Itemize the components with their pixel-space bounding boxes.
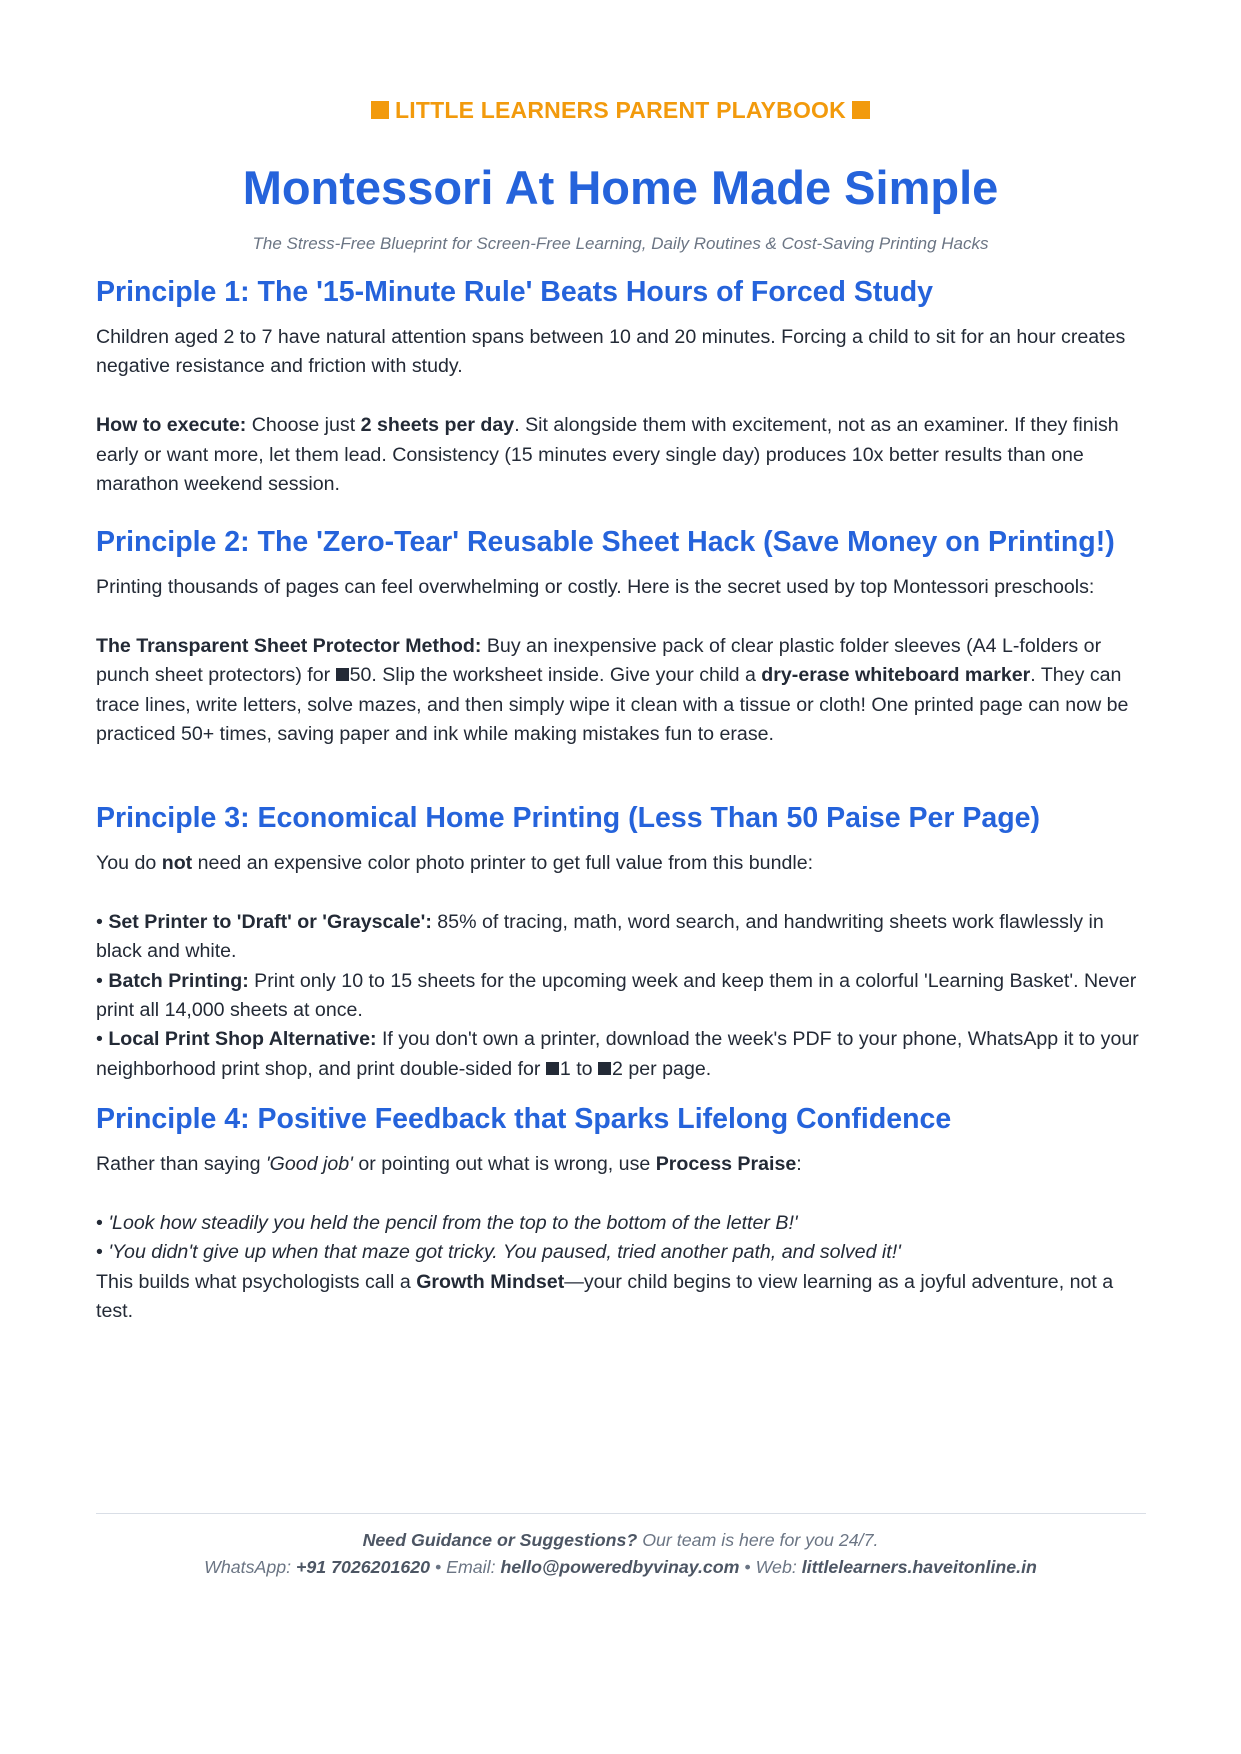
- item-label: Local Print Shop Alternative:: [108, 1028, 377, 1051]
- intro-colon: :: [796, 1153, 802, 1175]
- praise-quote: 'You didn't give up when that maze got tricky. You paused, tried another path, and solved it!': [108, 1241, 901, 1264]
- list-item-print-shop: [96, 1025, 1150, 1084]
- method-text-2: . Slip the worksheet inside. Give your child a: [371, 664, 762, 687]
- item-label: Batch Printing:: [108, 969, 249, 992]
- footer-guidance: [0, 1530, 1241, 1551]
- principle-2-section: [96, 521, 1150, 749]
- intro-text: You do: [96, 852, 162, 874]
- square-bullet-icon: [371, 101, 389, 119]
- item-text-rest: per page.: [622, 1057, 712, 1080]
- currency-glyph-icon: [598, 1062, 611, 1075]
- closing-emphasis: Growth Mindset: [416, 1270, 565, 1293]
- bullet: •: [96, 969, 109, 992]
- intro-text-rest: need an expensive color photo printer to get full value from this bundle:: [192, 852, 814, 874]
- bullet: •: [96, 1028, 109, 1051]
- closing-text-rest: —your child begins to view learning as a joyful adventure, not a test.: [96, 1270, 1114, 1323]
- page-title: Montessori At Home Made Simple: [242, 161, 999, 214]
- bullet: •: [96, 1241, 109, 1264]
- guidance-label: Need Guidance or Suggestions?: [362, 1530, 638, 1550]
- method-text-3: . They can trace lines, write letters, solve mazes, and then simply wipe it clean with a tissue or cloth! One printed page can now be practiced 50+ times, saving paper and ink while making mistakes fun to erase.: [96, 664, 1129, 746]
- currency-glyph-icon: [546, 1062, 559, 1075]
- method-text: Buy an inexpensive pack of clear plastic folder sleeves (A4 L-folders or punch sheet protectors) for: [96, 634, 1102, 687]
- footer-divider: [96, 1513, 1146, 1514]
- list-item-batch-printing: [96, 967, 1150, 1026]
- item-text: 85% of tracing, math, word search, and handwriting sheets work flawlessly in black and white.: [96, 910, 1104, 963]
- web-label: • Web:: [739, 1557, 802, 1577]
- whatsapp-label: WhatsApp:: [204, 1557, 297, 1577]
- square-bullet-icon: [852, 101, 870, 119]
- praise-quote: 'Look how steadily you held the pencil from the top to the bottom of the letter B!': [108, 1211, 798, 1234]
- method-label: The Transparent Sheet Protector Method:: [96, 634, 482, 657]
- praise-example-1: [96, 1209, 1150, 1238]
- intro-text: Rather than saying: [96, 1153, 266, 1175]
- website-link[interactable]: littlelearners.haveitonline.in: [801, 1557, 1037, 1577]
- method-emphasis: dry-erase whiteboard marker: [761, 664, 1031, 687]
- kicker-text: LITTLE LEARNERS PARENT PLAYBOOK: [395, 97, 846, 123]
- intro-emphasis: not: [161, 852, 193, 874]
- how-text-rest: . Sit alongside them with excitement, not as an examiner. If they finish early or want more, let them lead. Consistency (15 minutes every single day) produces 10x better results than one marathon weekend session.: [96, 414, 1119, 496]
- principle-2-intro: Printing thousands of pages can feel overwhelming or costly. Here is the secret used by top Montessori preschools:: [96, 576, 1095, 598]
- principle-2-method: [96, 632, 1150, 750]
- principle-1-intro: Children aged 2 to 7 have natural attention spans between 10 and 20 minutes. Forcing a child to sit for an hour creates negative resistance and friction with study.: [96, 326, 1126, 378]
- principle-4-section: [96, 1098, 1150, 1326]
- principle-1-how: [96, 411, 1150, 499]
- principle-4-closing: [96, 1268, 1150, 1327]
- principle-4-heading: Principle 4: Positive Feedback that Sparks Lifelong Confidence: [96, 1103, 952, 1135]
- bullet: •: [96, 910, 109, 933]
- page-subtitle: The Stress-Free Blueprint for Screen-Free Learning, Daily Routines & Cost-Saving Printing Hacks: [252, 234, 989, 253]
- principle-4-intro: [96, 1150, 1150, 1179]
- closing-text: This builds what psychologists call a: [96, 1270, 417, 1293]
- item-text: If you don't own a printer, download the week's PDF to your phone, WhatsApp it to your neighborhood print shop, and print double-sided for: [96, 1028, 1139, 1080]
- list-item-draft-printing: [96, 908, 1150, 967]
- price-high: 2: [612, 1057, 623, 1080]
- item-text: Print only 10 to 15 sheets for the upcoming week and keep them in a colorful 'Learning Basket'. Never print all 14,000 sheets at once.: [96, 969, 1137, 1022]
- series-kicker: [0, 97, 1241, 124]
- how-label: How to execute:: [96, 414, 247, 437]
- principle-1-section: [96, 271, 1150, 499]
- how-text: Choose just: [246, 414, 361, 437]
- whatsapp-number[interactable]: +91 7026201620: [296, 1557, 431, 1577]
- principle-1-heading: Principle 1: The '15-Minute Rule' Beats Hours of Forced Study: [96, 276, 934, 308]
- bullet: •: [96, 1211, 109, 1234]
- intro-emphasis: Process Praise: [655, 1153, 797, 1175]
- email-link[interactable]: hello@poweredbyvinay.com: [500, 1557, 740, 1577]
- price-low: 1: [559, 1057, 571, 1080]
- intro-text-2: or pointing out what is wrong, use: [352, 1153, 656, 1175]
- footer-contacts: [0, 1557, 1241, 1578]
- email-label: • Email:: [430, 1557, 501, 1577]
- principle-3-section: [96, 797, 1150, 1084]
- guidance-text: Our team is here for you 24/7.: [637, 1530, 879, 1550]
- principle-3-heading: Principle 3: Economical Home Printing (Less Than 50 Paise Per Page): [96, 802, 1040, 834]
- item-label: Set Printer to 'Draft' or 'Grayscale':: [108, 910, 432, 933]
- method-price: 50: [349, 664, 372, 687]
- principle-2-heading: Principle 2: The 'Zero-Tear' Reusable Sheet Hack (Save Money on Printing!): [96, 526, 1115, 558]
- how-emphasis: 2 sheets per day: [360, 414, 515, 437]
- intro-quote: 'Good job': [265, 1153, 353, 1175]
- item-text-to: to: [570, 1057, 599, 1080]
- currency-glyph-icon: [336, 668, 349, 681]
- principle-3-intro: [96, 849, 1150, 878]
- praise-example-2: [96, 1238, 1150, 1267]
